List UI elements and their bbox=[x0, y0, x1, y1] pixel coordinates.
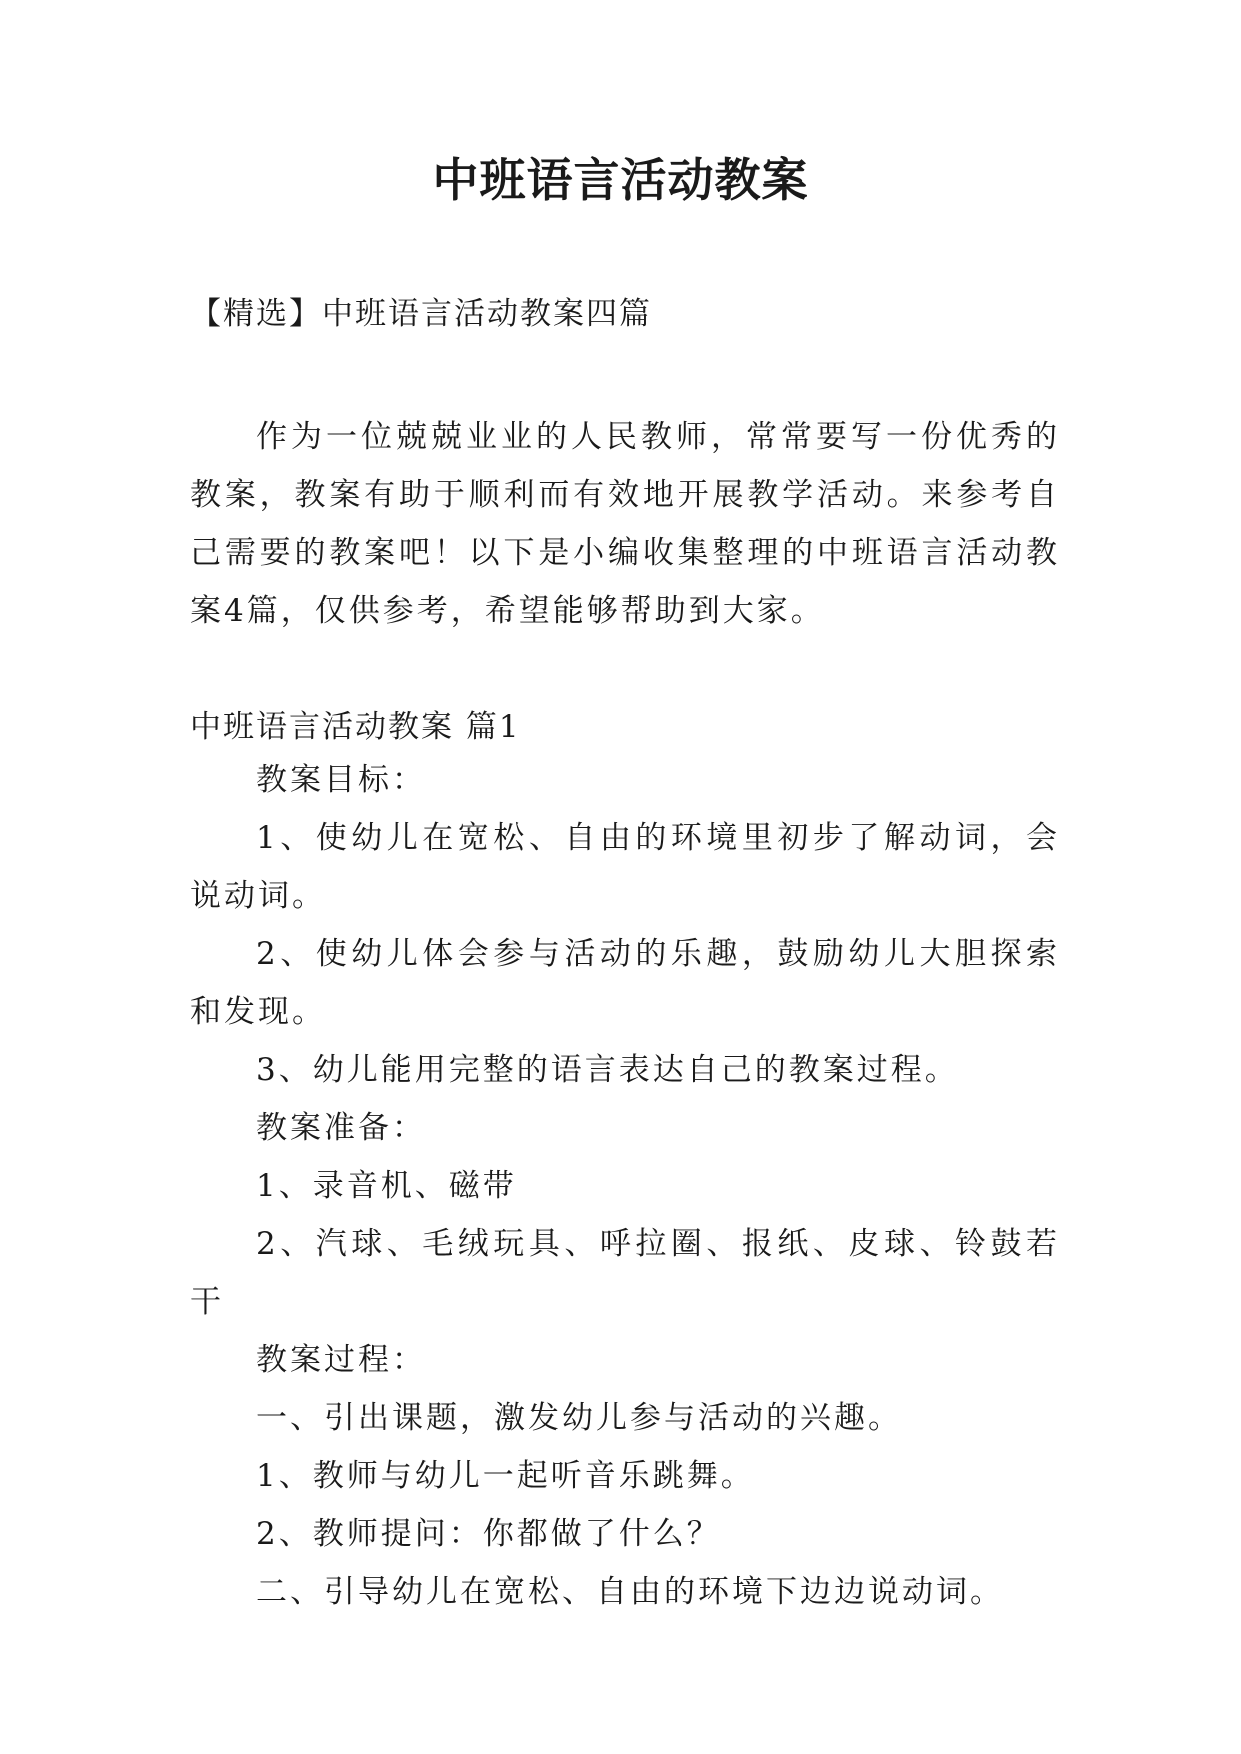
section-body bbox=[190, 751, 1060, 1621]
paragraph: 1、录音机、磁带 bbox=[256, 1168, 517, 1204]
intro-paragraph: 作为一位兢兢业业的人民教师，常常要写一份优秀的教案，教案有助于顺利而有效地开展教学活动。来参考自己需要的教案吧！以下是小编收集整理的中班语言活动教案4篇，仅供参考，希望能够帮助到大家。 bbox=[190, 419, 1060, 629]
paragraph: 2、教师提问：你都做了什么？ bbox=[256, 1516, 721, 1552]
paragraph: 教案过程： bbox=[256, 1342, 426, 1378]
paragraph: 1、使幼儿在宽松、自由的环境里初步了解动词，会说动词。 bbox=[190, 820, 1060, 914]
paragraph: 1、教师与幼儿一起听音乐跳舞。 bbox=[256, 1458, 755, 1494]
document-subtitle: 【精选】中班语言活动教案四篇 bbox=[190, 296, 652, 332]
section-heading: 中班语言活动教案 篇1 bbox=[190, 709, 521, 745]
paragraph: 一、引出课题，激发幼儿参与活动的兴趣。 bbox=[256, 1400, 902, 1436]
paragraph: 教案准备： bbox=[256, 1110, 426, 1146]
paragraph: 二、引导幼儿在宽松、自由的环境下边边说动词。 bbox=[256, 1574, 1004, 1610]
paragraph: 教案目标： bbox=[256, 762, 426, 798]
paragraph: 3、幼儿能用完整的语言表达自己的教案过程。 bbox=[256, 1052, 959, 1088]
paragraph: 2、汽球、毛绒玩具、呼拉圈、报纸、皮球、铃鼓若干 bbox=[190, 1226, 1060, 1320]
paragraph: 2、使幼儿体会参与活动的乐趣，鼓励幼儿大胆探索和发现。 bbox=[190, 936, 1060, 1030]
document-title: 中班语言活动教案 bbox=[432, 153, 809, 207]
